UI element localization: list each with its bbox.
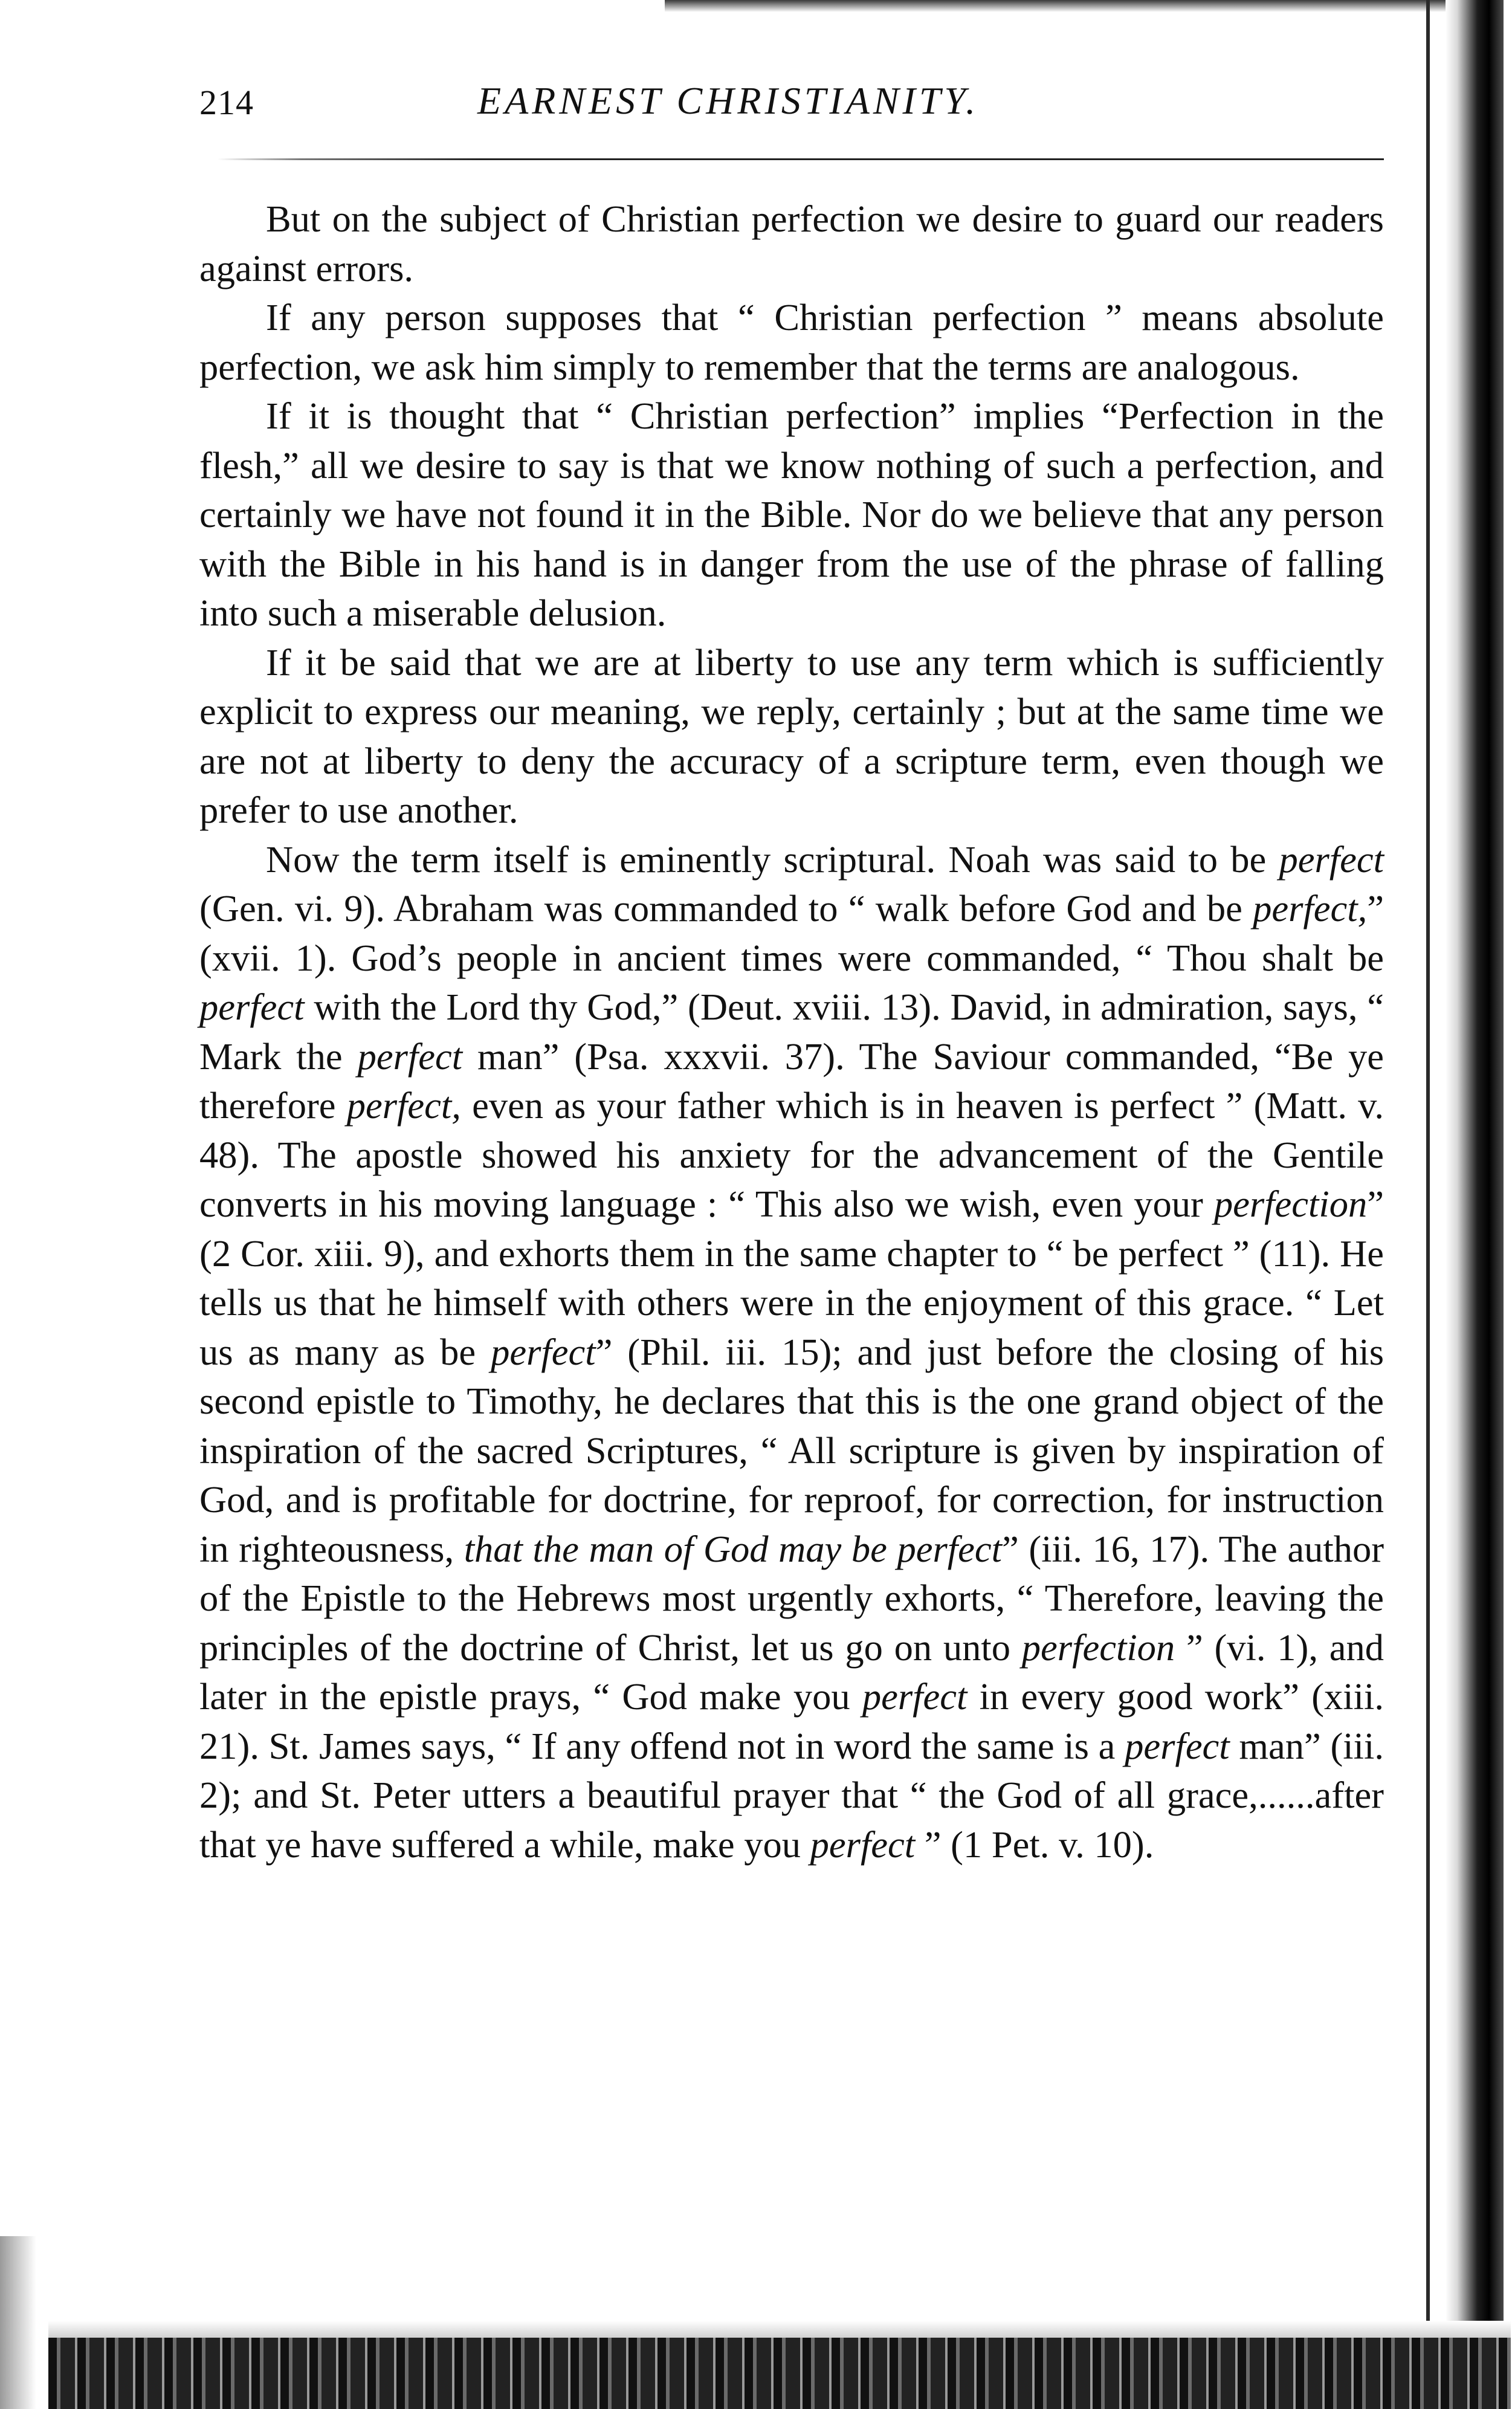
scan-bottom-edge (48, 2338, 1511, 2409)
text-run: ” (Phil. iii. 15); and just before the closing of his second epistle to Timothy, he declares that this is the one grand object of the inspiration of the sacred Scriptures, “ All scripture is given by inspiration of God, and is profitable for doctrine, for reproof, for correction, for instruction in righteousness, (199, 1330, 1384, 1570)
running-title: EARNEST CHRISTIANITY. (477, 79, 980, 122)
text-run: even as your father which is in heaven is perfect ” (Matt. v. 48). The apostle showed his anxiety for the advancement of the Gentile converts in his moving language : “ This also we wish, even your (199, 1084, 1384, 1225)
paragraph-scripture-references (199, 835, 1384, 1870)
scan-left-edge (0, 2236, 36, 2409)
text-run: ” (iii. 16, 17). The author of the Epistle to the Hebrews most urgently exhorts, “ Therefore, leaving the principles of the doctrine of Christ, let us go on unto (199, 1527, 1384, 1669)
paragraph: If it is thought that “ Christian perfection” implies “Perfection in the flesh,” all we desire to say is that we know nothing of such a perfection, and certainly we have not found it in the Bible. Nor do we believe that any person with the Bible in his hand is in danger from the use of the phrase of falling into such a miserable delusion. (199, 395, 1384, 634)
italic-text-run: perfect (491, 1330, 596, 1373)
scan-right-edge (1446, 0, 1504, 2409)
italic-text-run: perfect (1279, 838, 1384, 881)
text-run: ” (2 Cor. xiii. 9), and exhorts them in the same chapter to “ be perfect ” (11). He tells us that he himself with others were in the enjoyment of this grace. “ Let us as many as be (199, 1183, 1384, 1373)
italic-text-run: perfection (1213, 1183, 1368, 1225)
text-run: ” (1 Pet. v. 10). (915, 1823, 1154, 1866)
text-run: ” (xvii. 1). God’s people in ancient times were commanded, “ Thou shalt be (199, 887, 1384, 979)
text-run: ” (vi. 1), and later in the epistle prays, “ God make you (199, 1626, 1384, 1718)
italic-text-run: perfect (862, 1675, 968, 1718)
text-run: in every good work” (xiii. 21). St. James says, “ If any offend not in word the same is a (199, 1675, 1384, 1767)
page-header (199, 79, 1378, 139)
italic-text-run: that the man of God may be perfect (464, 1527, 1002, 1570)
paragraph: If it be said that we are at liberty to use any term which is sufficiently explicit to express our meaning, we reply, certainly ; but at the same time we are not at liberty to deny the accuracy of a scripture term, even though we prefer to use another. (199, 641, 1384, 831)
italic-text-run: perfect (199, 986, 305, 1028)
scan-top-edge (665, 0, 1450, 12)
body-text (199, 195, 1384, 1869)
italic-text-run: perfect, (1253, 887, 1368, 930)
page-number: 214 (199, 83, 254, 122)
text-run: man” (iii. 2); and St. Peter utters a beautiful prayer that “ the God of all grace,......after that ye have suffered a while, make you (199, 1724, 1384, 1866)
header-rule (181, 158, 1384, 160)
paragraph: But on the subject of Christian perfection we desire to guard our readers against errors. (199, 198, 1384, 289)
italic-text-run: perfect (1125, 1724, 1230, 1767)
text-run: Now the term itself is eminently scriptural. Noah was said to be (266, 838, 1279, 881)
italic-text-run: perfection (1021, 1626, 1175, 1669)
text-run: man” (Psa. xxxvii. 37). The Saviour commanded, “Be ye therefore (199, 1035, 1384, 1127)
scan-page-edge-line (1426, 0, 1430, 2357)
italic-text-run: perfect (357, 1035, 463, 1078)
italic-text-run: perfect (810, 1823, 916, 1866)
text-run: (Gen. vi. 9). Abraham was commanded to “ walk before God and be (199, 887, 1253, 930)
italic-text-run: perfect, (346, 1084, 461, 1127)
text-run: with the Lord thy God,” (Deut. xviii. 13). David, in admiration, says, “ Mark the (199, 986, 1384, 1078)
paragraph: If any person supposes that “ Christian perfection ” means absolute perfection, we ask him simply to remember that the terms are analogous. (199, 296, 1384, 388)
